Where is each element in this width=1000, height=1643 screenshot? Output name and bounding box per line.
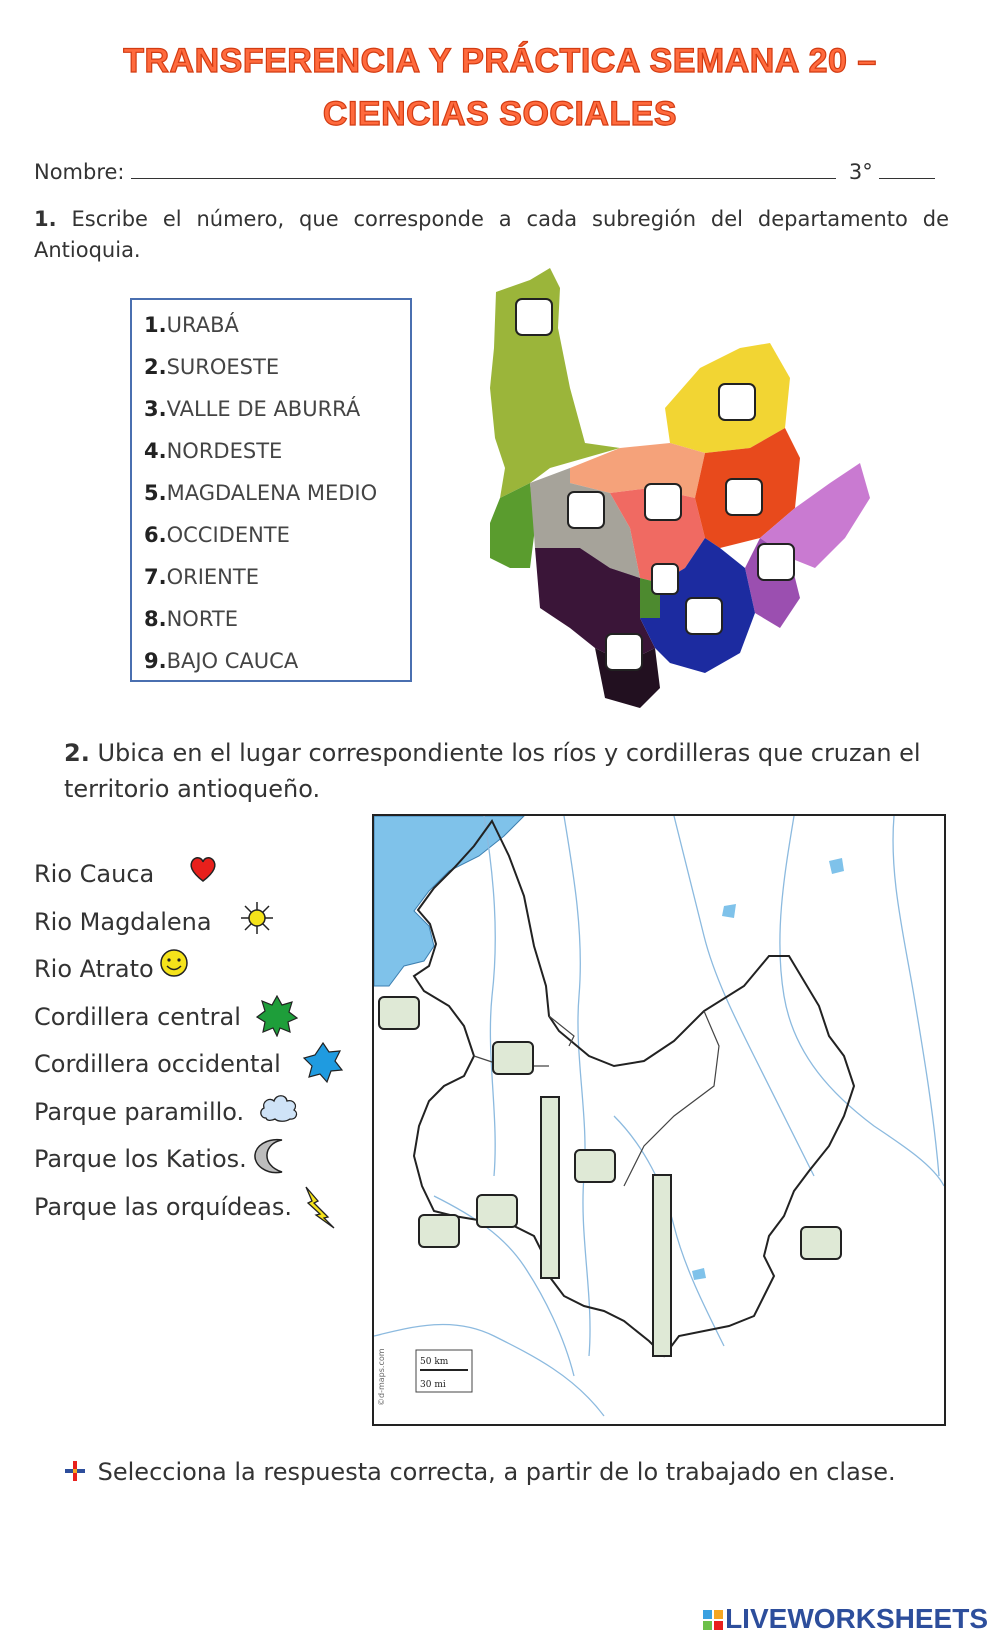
map-answer-bar[interactable] bbox=[540, 1096, 560, 1279]
list-item: 8.NORTE bbox=[144, 607, 238, 631]
grade-label: 3° bbox=[848, 160, 873, 184]
question-1 bbox=[34, 204, 949, 266]
question-2-number: 2. bbox=[64, 739, 90, 767]
antioquia-outline-map bbox=[372, 814, 946, 1426]
map-credit: ©d-maps.com bbox=[377, 1348, 386, 1406]
answer-box[interactable] bbox=[652, 564, 678, 594]
instruction-row bbox=[64, 1458, 896, 1486]
legend-item: Cordillera central bbox=[34, 1003, 292, 1051]
pin-icon bbox=[64, 1460, 86, 1482]
scale-mi: 30 mi bbox=[420, 1380, 446, 1390]
list-item: 1.URABÁ bbox=[144, 313, 239, 337]
answer-box[interactable] bbox=[719, 384, 755, 420]
sun-icon bbox=[239, 900, 275, 936]
name-label: Nombre: bbox=[34, 160, 125, 184]
map-answer-box[interactable] bbox=[418, 1214, 460, 1248]
question-2 bbox=[64, 735, 944, 807]
scale-bar bbox=[416, 1350, 472, 1392]
legend-item: Cordillera occidental bbox=[34, 1050, 292, 1098]
footer-brand: LIVEWORKSHEETS bbox=[703, 1603, 988, 1635]
list-item: 6.OCCIDENTE bbox=[144, 523, 290, 547]
list-item: 3.VALLE DE ABURRÁ bbox=[144, 397, 361, 421]
page-title-line2: CIENCIAS SOCIALES bbox=[322, 95, 678, 133]
lake bbox=[829, 858, 844, 874]
green-star-icon bbox=[256, 995, 298, 1037]
answer-box[interactable] bbox=[606, 634, 642, 670]
name-row bbox=[34, 160, 935, 184]
legend-item: Rio Magdalena bbox=[34, 908, 292, 956]
brand-logo-icon bbox=[703, 1610, 723, 1630]
grade-field[interactable] bbox=[879, 160, 935, 179]
legend-item: Parque los Katios. bbox=[34, 1145, 292, 1193]
lightning-icon bbox=[302, 1185, 336, 1229]
legend-item: Parque paramillo. bbox=[34, 1098, 292, 1146]
list-item: 7.ORIENTE bbox=[144, 565, 259, 589]
list-item: 2.SUROESTE bbox=[144, 355, 280, 379]
map-legend bbox=[34, 860, 292, 1240]
map-answer-box[interactable] bbox=[574, 1149, 616, 1183]
instruction-text: Selecciona la respuesta correcta, a partir de lo trabajado en clase. bbox=[97, 1458, 896, 1486]
list-item: 9.BAJO CAUCA bbox=[144, 649, 299, 673]
scale-km: 50 km bbox=[420, 1357, 449, 1367]
cloud-icon bbox=[258, 1090, 300, 1124]
subregion-list bbox=[130, 298, 412, 682]
lake bbox=[722, 904, 736, 918]
moon-icon bbox=[252, 1137, 288, 1175]
legend-item: Parque las orquídeas. bbox=[34, 1193, 292, 1241]
map-answer-bar[interactable] bbox=[652, 1174, 672, 1357]
department-boundary bbox=[414, 821, 854, 1356]
legend-item: Rio Atrato bbox=[34, 955, 292, 1003]
subregions-map-graphic bbox=[490, 268, 915, 723]
smiley-icon bbox=[158, 947, 190, 979]
question-1-text: Escribe el número, que corresponde a cada subregión del departamento de Antioquia. bbox=[34, 207, 949, 262]
blue-star-icon bbox=[302, 1042, 344, 1084]
map-answer-box[interactable] bbox=[476, 1194, 518, 1228]
answer-box[interactable] bbox=[726, 479, 762, 515]
answer-box[interactable] bbox=[516, 299, 552, 335]
answer-box[interactable] bbox=[568, 492, 604, 528]
question-1-number: 1. bbox=[34, 207, 57, 231]
map-answer-box[interactable] bbox=[800, 1226, 842, 1260]
antioquia-subregions-map bbox=[490, 268, 915, 723]
map-answer-box[interactable] bbox=[378, 996, 420, 1030]
name-field[interactable] bbox=[131, 160, 836, 179]
question-2-text: Ubica en el lugar correspondiente los ríos y cordilleras que cruzan el territorio antioqueño. bbox=[64, 739, 921, 803]
map-answer-box[interactable] bbox=[492, 1041, 534, 1075]
lake bbox=[692, 1268, 706, 1280]
region-occidente-west bbox=[490, 483, 535, 568]
answer-box[interactable] bbox=[645, 484, 681, 520]
list-item: 5.MAGDALENA MEDIO bbox=[144, 481, 378, 505]
heart-icon bbox=[187, 852, 219, 884]
page-title-line1: TRANSFERENCIA Y PRÁCTICA SEMANA 20 – bbox=[123, 42, 877, 80]
list-item: 4.NORDESTE bbox=[144, 439, 283, 463]
answer-box[interactable] bbox=[686, 598, 722, 634]
answer-box[interactable] bbox=[758, 544, 794, 580]
legend-item: Rio Cauca bbox=[34, 860, 292, 908]
